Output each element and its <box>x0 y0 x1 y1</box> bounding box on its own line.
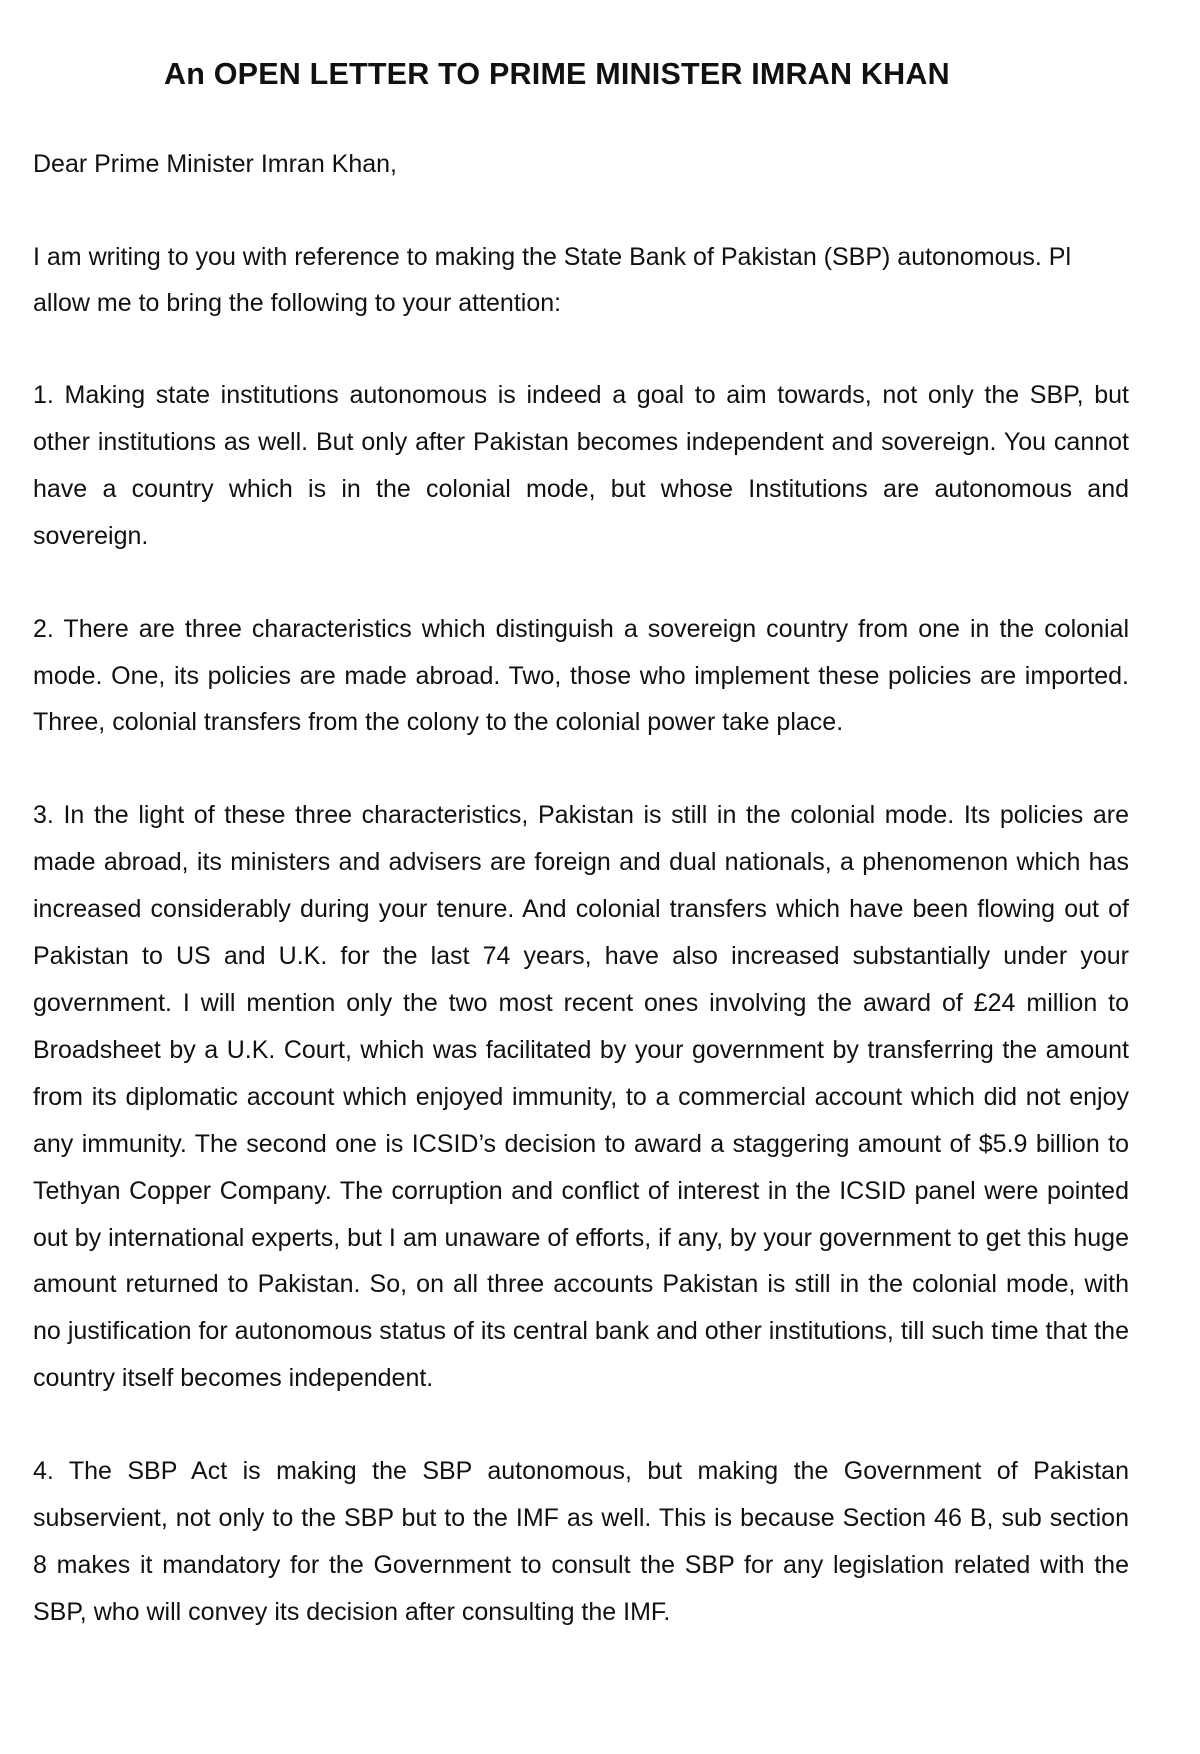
intro-paragraph: I am writing to you with reference to making the State Bank of Pakistan (SBP) autonomous. Pl allow me to bring the following to your attention: <box>33 243 1072 317</box>
paragraph-4: 4. The SBP Act is making the SBP autonomous, but making the Government of Pakistan subservient, not only to the SBP but to the IMF as well. This is because Section 46 B, sub section 8 makes it mandatory for the Government to consult the SBP for any legislation related with the SBP, who will convey its decision after consulting the IMF. <box>33 1457 1129 1626</box>
salutation: Dear Prime Minister Imran Khan, <box>33 150 398 178</box>
letter-title: An OPEN LETTER TO PRIME MINISTER IMRAN KHAN <box>164 57 950 91</box>
paragraph-2: 2. There are three characteristics which distinguish a sovereign country from one in the colonial mode. One, its policies are made abroad. Two, those who implement these policies are imported. Three, colonial transfers from the colony to the colonial power take place. <box>33 614 1129 737</box>
paragraph-1: 1. Making state institutions autonomous is indeed a goal to aim towards, not only the SBP, but other institutions as well. But only after Pakistan becomes independent and sovereign. You cannot have a country which is in the colonial mode, but whose Institutions are autonomous and sovereign. <box>33 381 1129 550</box>
paragraph-3: 3. In the light of these three characteristics, Pakistan is still in the colonial mode. Its policies are made abroad, its ministers and advisers are foreign and dual nationals, a phenomenon which has increased considerably during your tenure. And colonial transfers which have been flowing out of Pakistan to US and U.K. for the last 74 years, have also increased substantially under your government. I will mention only the two most recent ones involving the award of £24 million to Broadsheet by a U.K. Court, which was facilitated by your government by transferring the amount from its diplomatic account which enjoyed immunity, to a commercial account which did not enjoy any immunity. The second one is ICSID’s decision to award a staggering amount of $5.9 billion to Tethyan Copper Company. The corruption and conflict of interest in the ICSID panel were pointed out by international experts, but I am unaware of efforts, if any, by your government to get this huge amount returned to Pakistan. So, on all three accounts Pakistan is still in the colonial mode, with no justification for autonomous status of its central bank and other institutions, till such time that the country itself becomes independent. <box>33 801 1129 1393</box>
